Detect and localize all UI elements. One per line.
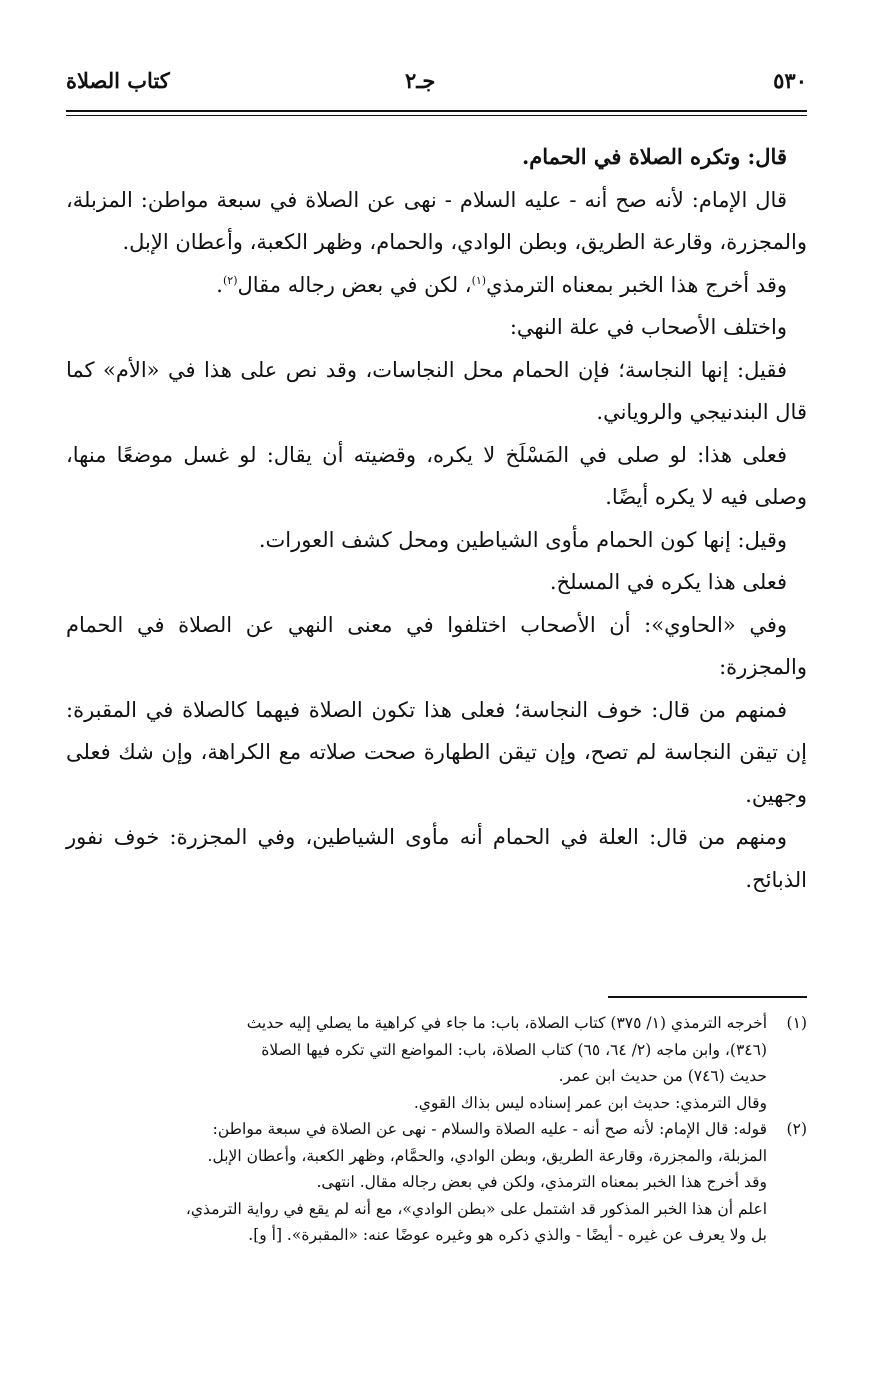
footnote-line: أخرجه الترمذي (١/ ٣٧٥) كتاب الصلاة، باب: ما جاء في كراهية ما يصلي إليه حديث	[246, 1014, 767, 1032]
header-rule-thin	[66, 115, 807, 116]
footnote-line: وقد أخرج هذا الخبر بمعناه الترمذي، ولكن في بعض رجاله مقال. انتهى.	[316, 1173, 767, 1191]
footnote-line: وقال الترمذي: حديث ابن عمر إسناده ليس بذاك القوي.	[413, 1093, 767, 1112]
paragraph: فمنهم من قال: خوف النجاسة؛ فعلى هذا تكون الصلاة فيهما كالصلاة في المقبرة: إن تيقن النجاسة لم تصح، وإن تيقن الطهارة صحت صلاته مع الكراهة، وإن شك فعلى وجهين.	[66, 697, 807, 807]
paragraph: فقيل: إنها النجاسة؛ فإن الحمام محل النجاسات، وقد نص على هذا في «الأم» كما قال البندنيجي والروياني.	[66, 357, 807, 424]
footnote	[66, 1010, 807, 1116]
footnote-line: بل ولا يعرف عن غيره - أيضًا - والذي ذكره هو وغيره عوضًا عنه: «المقبرة». [أ و].	[248, 1226, 767, 1244]
section-heading: قال: وتكره الصلاة في الحمام.	[521, 144, 787, 169]
volume-label: جـ٢	[405, 68, 436, 93]
paragraph: واختلف الأصحاب في علة النهي:	[509, 315, 787, 339]
footnote-number: (٢)	[786, 1120, 807, 1138]
footnote-ref[interactable]: (٢)	[222, 273, 238, 287]
paragraph: فعلى هذا يكره في المسلخ.	[549, 570, 787, 594]
footnote-line: المزبلة، والمجزرة، وقارعة الطريق، وبطن الوادي، والحمَّام، وظهر الكعبة، وأعطان الإبل.	[207, 1146, 767, 1165]
footnote	[66, 1116, 807, 1249]
paragraph-text: ، لكن في بعض رجاله مقال	[237, 272, 472, 297]
footnote-separator	[608, 996, 807, 998]
paragraph: وقيل: إنها كون الحمام مأوى الشياطين ومحل كشف العورات.	[258, 527, 787, 552]
main-text	[66, 136, 807, 901]
paragraph: فعلى هذا: لو صلى في المَسْلَخ لا يكره، وقضيته أن يقال: لو غسل موضعًا منها، وصلى فيه لا يكره أيضًا.	[66, 442, 807, 509]
footnotes	[66, 1010, 807, 1249]
footnote-ref[interactable]: (١)	[471, 273, 487, 287]
paragraph: قال الإمام: لأنه صح أنه - عليه السلام - نهى عن الصلاة في سبعة مواطن: المزبلة، والمجزرة، وقارعة الطريق، وبطن الوادي، والحمام، وظهر الكعبة، وأعطان الإبل.	[66, 187, 807, 254]
header-rule	[66, 110, 807, 112]
paragraph-text: وقد أخرج هذا الخبر بمعناه الترمذي	[486, 272, 787, 297]
footnote-number: (١)	[786, 1014, 807, 1032]
page-number: ٥٣٠	[773, 68, 807, 93]
footnote-line: (٣٤٦)، وابن ماجه (٢/ ٦٤، ٦٥) كتاب الصلاة، باب: المواضع التي تكره فيها الصلاة	[261, 1040, 767, 1059]
footnote-line: اعلم أن هذا الخبر المذكور قد اشتمل على «بطن الوادي»، مع أنه لم يقع في رواية الترمذي،	[185, 1199, 767, 1218]
running-title: كتاب الصلاة	[66, 68, 170, 93]
paragraph: ومنهم من قال: العلة في الحمام أنه مأوى الشياطين، وفي المجزرة: خوف نفور الذبائح.	[66, 825, 807, 892]
paragraph: وفي «الحاوي»: أن الأصحاب اختلفوا في معنى النهي عن الصلاة في الحمام والمجزرة:	[66, 612, 807, 679]
paragraph	[66, 264, 807, 307]
footnote-line: قوله: قال الإمام: لأنه صح أنه - عليه الصلاة والسلام - نهى عن الصلاة في سبعة مواطن:	[212, 1120, 767, 1138]
footnote-line: حديث (٧٤٦) من حديث ابن عمر.	[558, 1067, 767, 1085]
paragraph-text: .	[216, 272, 223, 297]
